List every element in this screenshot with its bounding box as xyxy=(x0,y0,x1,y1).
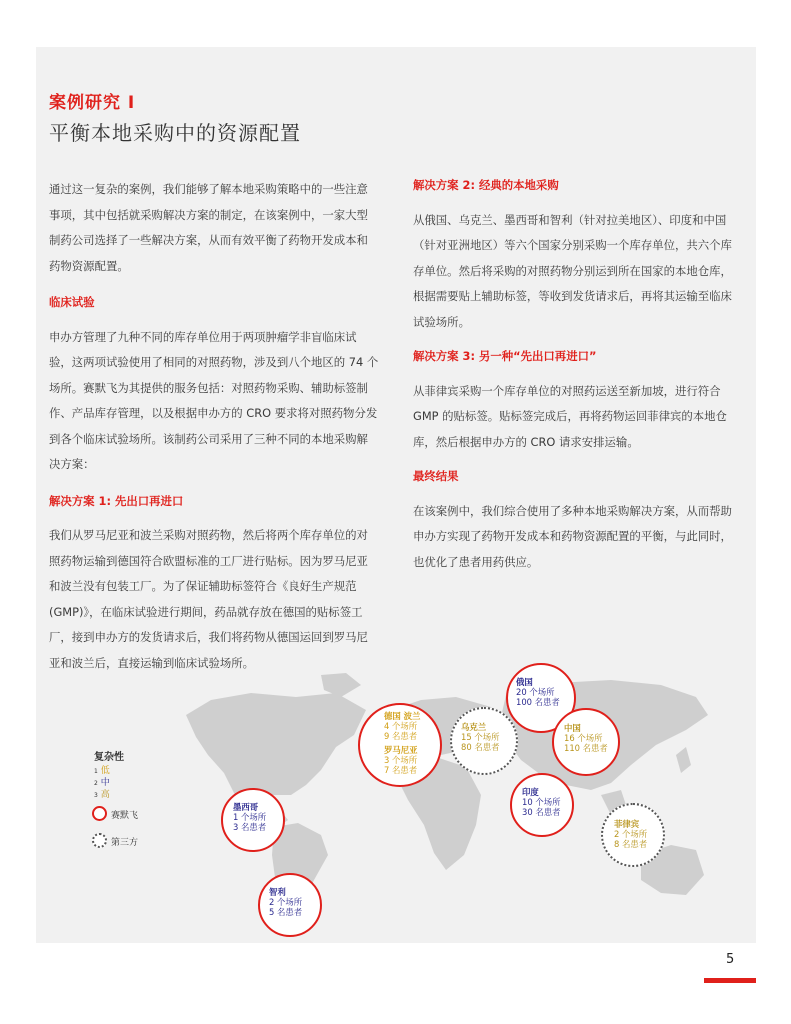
solution2-paragraph: 从俄国、乌克兰、墨西哥和智利（针对拉美地区）、印度和中国（针对亚洲地区）等六个国家分别采购一个库存单位，共六个库存单位。然后将采购的对照药物分别运到所在国家的本地仓库，根据需要贴上辅助标签，等收到发货请求后，再将其运输至临床试验场所。 xyxy=(413,212,732,329)
russia-sites: 20 个场所 xyxy=(516,687,555,697)
germany-sites: 4 个场所 xyxy=(384,721,418,731)
left-column xyxy=(49,177,379,676)
legend-thermo-label: 赛默飞 xyxy=(111,811,139,821)
romania-name: 罗马尼亚 xyxy=(384,745,418,755)
china-sites: 16 个场所 xyxy=(564,733,603,743)
philippines-patients: 8 名患者 xyxy=(614,839,648,849)
romania-patients: 7 名患者 xyxy=(384,765,418,775)
page-title: 平衡本地采购中的资源配置 xyxy=(49,121,301,145)
china-name: 中国 xyxy=(564,723,581,733)
page-number: 5 xyxy=(726,952,735,967)
clinical-trials-heading: 临床试验 xyxy=(49,295,95,309)
bubble-chile xyxy=(258,873,322,937)
india-sites: 10 个场所 xyxy=(522,797,561,807)
legend-high-number: 3 xyxy=(94,792,98,799)
bubble-germany-romania xyxy=(358,703,442,787)
russia-name: 俄国 xyxy=(516,677,533,687)
solution3-paragraph: 从菲律宾采购一个库存单位的对照药运送至新加坡，进行符合 GMP 的贴标签。贴标签完成后，再将药物运回菲律宾的本地仓库，然后根据申办方的 CRO 请求安排运输。 xyxy=(413,383,727,449)
bubble-ukraine xyxy=(450,707,518,775)
bubble-mexico xyxy=(221,788,285,852)
mexico-name: 墨西哥 xyxy=(233,802,259,812)
romania-sites: 3 个场所 xyxy=(384,755,418,765)
chile-sites: 2 个场所 xyxy=(269,897,303,907)
germany-name: 德国 波兰 xyxy=(384,711,421,721)
bubble-china xyxy=(552,708,620,776)
right-column xyxy=(413,173,743,575)
solution1-heading: 解决方案 1: 先出口再进口 xyxy=(49,493,184,508)
result-heading: 最终结果 xyxy=(413,469,459,483)
solution3-heading: 解决方案 3: 另一种“先出口再进口” xyxy=(413,349,597,363)
legend-mid-number: 2 xyxy=(94,780,98,787)
legend-high-label: 高 xyxy=(100,790,110,800)
clinical-trials-paragraph: 申办方管理了九种不同的库存单位用于两项肿瘤学非盲临床试验，这两项试验使用了相同的对照药物，涉及到八个地区的 74 个场所。赛默飞为其提供的服务包括：对照药物采购、辅助标签制作、产品库存管理，以及根据申办方的 CRO 要求将对照药物分发到各个临床试验场所。该制药公司采用了三种不同的本地采购解决方案： xyxy=(49,329,379,471)
legend-solid-circle-icon xyxy=(92,806,107,821)
ukraine-sites: 15 个场所 xyxy=(461,732,500,742)
bubble-india xyxy=(510,773,574,837)
world-map xyxy=(36,655,756,943)
ukraine-patients: 80 名患者 xyxy=(461,742,500,752)
world-map-graphic xyxy=(36,655,756,943)
russia-patients: 100 名患者 xyxy=(516,697,560,707)
mexico-patients: 3 名患者 xyxy=(233,822,267,832)
result-paragraph: 在该案例中，我们综合使用了多种本地采购解决方案，从而帮助申办方实现了药物开发成本和药物资源配置的平衡，与此同时，也优化了患者用药供应。 xyxy=(413,503,732,569)
india-patients: 30 名患者 xyxy=(522,807,561,817)
bubble-philippines xyxy=(601,803,665,867)
legend-title: 复杂性 xyxy=(94,752,124,763)
india-name: 印度 xyxy=(522,787,539,797)
mexico-sites: 1 个场所 xyxy=(233,812,267,822)
legend-third-party-label: 第三方 xyxy=(111,838,139,848)
chile-name: 智利 xyxy=(269,887,286,897)
legend-mid-label: 中 xyxy=(100,778,110,788)
germany-patients: 9 名患者 xyxy=(384,731,418,741)
ukraine-name: 乌克兰 xyxy=(461,722,487,732)
case-study-label: 案例研究 I xyxy=(49,93,136,113)
intro-paragraph: 通过这一复杂的案例，我们能够了解本地采购策略中的一些注意事项，其中包括就采购解决方案的制定，在该案例中，一家大型制药公司选择了一些解决方案，从而有效平衡了药物开发成本和药物资源配置。 xyxy=(49,182,368,273)
legend-high xyxy=(94,787,110,800)
philippines-name: 菲律宾 xyxy=(614,819,640,829)
page-accent-bar xyxy=(704,978,756,983)
solution1-paragraph: 我们从罗马尼亚和波兰采购对照药物，然后将两个库存单位的对照药物运输到德国符合欧盟标准的工厂进行贴标。因为罗马尼亚和波兰没有包装工厂。为了保证辅助标签符合《良好生产规范 (GMP)》，在临床试验进行期间，药品就存放在德国的贴标签工厂，接到申办方的发货请求后，我们将药物从德国运回到罗马尼亚和波兰后，直接运输到临床试验场所。 xyxy=(49,528,368,670)
legend-dotted-circle-icon xyxy=(92,833,107,848)
legend-low-label: 低 xyxy=(100,766,110,776)
chile-patients: 5 名患者 xyxy=(269,907,303,917)
legend-low-number: 1 xyxy=(94,768,98,775)
solution2-heading: 解决方案 2: 经典的本地采购 xyxy=(413,178,559,192)
philippines-sites: 2 个场所 xyxy=(614,829,648,839)
china-patients: 110 名患者 xyxy=(564,743,608,753)
